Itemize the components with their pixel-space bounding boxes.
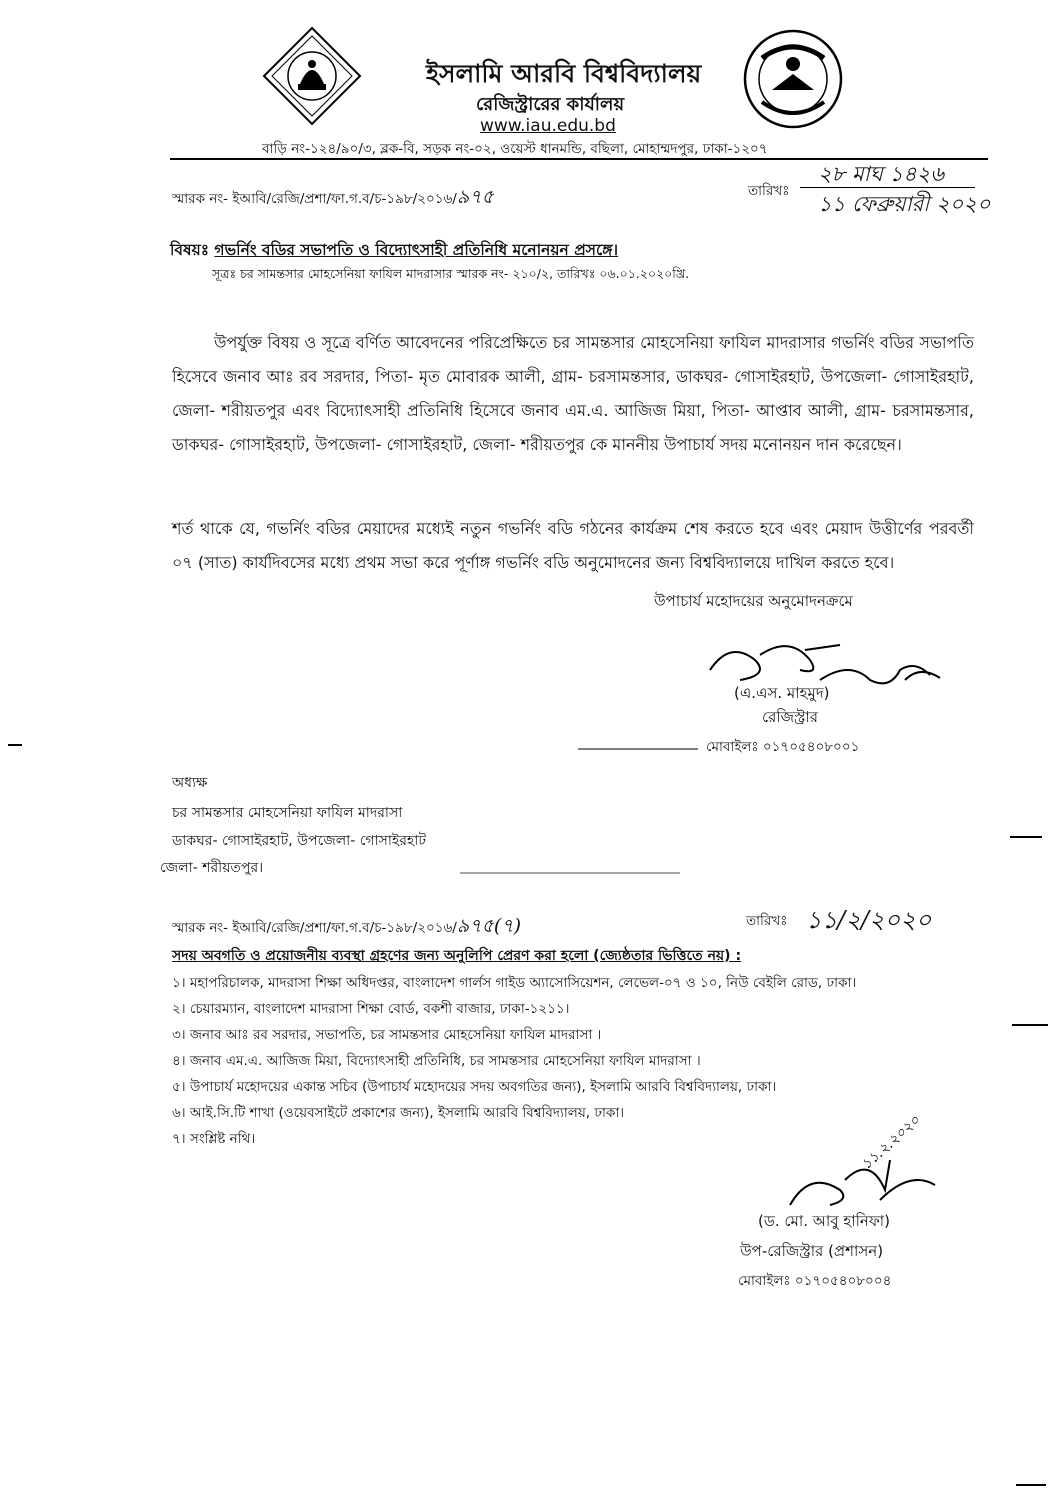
copy-heading: সদয় অবগতি ও প্রয়োজনীয় ব্যবস্থা গ্রহণের জন্য অনুলিপি প্রেরণ করা হলো (জ্যেষ্ঠতার ভিত্তিতে নয়) :	[172, 948, 742, 964]
recipient-line-2: ডাকঘর- গোসাইরহাট, উপজেলা- গোসাইরহাট	[172, 833, 426, 849]
list-item: ২। চেয়ারম্যান, বাংলাদেশ মাদরাসা শিক্ষা বোর্ড, বকশী বাজার, ঢাকা-১২১১।	[172, 1001, 570, 1017]
list-item: ১। মহাপরিচালক, মাদরাসা শিক্ষা অধিদপ্তর, বাংলাদেশ গার্লস গাইড অ্যাসোসিয়েশন, লেভেল-০৭ ও ১০, নিউ বেইলি রোড, ঢাকা।	[172, 975, 857, 991]
memo-ref-label: স্মারক নং- ইআবি/রেজি/প্রশা/ফা.গ.ব/চ-১৯৮/২০১৬/	[172, 191, 457, 207]
sign-date: ১১.২.২০২০	[858, 1112, 924, 1174]
list-item: ৫। উপাচার্য মহোদয়ের একান্ত সচিব (উপাচার্য মহোদয়ের সদয় অবগতির জন্য), ইসলামি আরবি বিশ্ববিদ্যালয়, ঢাকা।	[172, 1079, 777, 1095]
recipient-title: অধ্যক্ষ	[172, 775, 208, 791]
memo2-ref-number: ৯৭৫(৭)	[456, 915, 522, 937]
subject-reference: সূত্রঃ চর সামন্তসার মোহসেনিয়া ফাযিল মাদরাসার স্মারক নং- ২১০/২, তারিখঃ ০৬.০১.২০২০খ্রি.	[212, 266, 690, 281]
memo-date-bangla: ২৮ মাঘ ১৪২৬	[818, 162, 944, 186]
body-paragraph-1: উপর্যুক্ত বিষয় ও সূত্রে বর্ণিত আবেদনের পরিপ্রেক্ষিতে চর সামন্তসার মোহসেনিয়া ফাযিল মাদরাসার গভর্নিং বডির সভাপতি হিসেবে জনাব আঃ রব সরদার, পিতা- মৃত মোবারক আলী, গ্রাম- চরসামন্তসার, ডাকঘর- গোসাইরহাট, উপজেলা- গোসাইরহাট, জেলা- শরীয়তপুর এবং বিদ্যোৎসাহী প্রতিনিধি হিসেবে জনাব এম.এ. আজিজ মিয়া, পিতা- আপ্তাব আলী, গ্রাম- চরসামন্তসার, ডাকঘর- গোসাইরহাট, উপজেলা- গোসাইরহাট, জেলা- শরীয়তপুর কে মাননীয় উপাচার্য সদয় মনোনয়ন দান করেছেন।	[172, 333, 974, 454]
deputy-registrar-designation: উপ-রেজিস্ট্রার (প্রশাসন)	[740, 1242, 884, 1260]
scan-mark-bottom	[1016, 1484, 1046, 1486]
memo-date-label: তারিখঃ	[748, 183, 790, 199]
recipient-line-3: জেলা- শরীয়তপুর।	[160, 860, 264, 876]
list-item: ৭। সংশ্লিষ্ট নথি।	[172, 1131, 256, 1147]
scan-mark	[578, 748, 698, 750]
address-line: বাড়ি নং-১২৪/৯০/৩, ব্লক-বি, সড়ক নং-০২, ওয়েস্ট ধানমন্ডি, বছিলা, মোহাম্মদপুর, ঢাকা-১২০৭	[262, 141, 768, 157]
website-link[interactable]: www.iau.edu.bd	[480, 116, 616, 136]
memo2-ref	[172, 912, 521, 944]
scan-mark-left	[8, 744, 22, 746]
subject-text: গভর্নিং বডির সভাপতি ও বিদ্যোৎসাহী প্রতিনিধি মনোনয়ন প্রসঙ্গে।	[214, 241, 619, 259]
registrar-designation: রেজিস্ট্রার	[762, 708, 819, 726]
university-logo	[262, 26, 362, 126]
scan-mark-right	[1010, 836, 1042, 838]
office-name: রেজিস্ট্রারের কার্যালয়	[476, 94, 625, 115]
list-item: ৬। আই.সি.টি শাখা (ওয়েবসাইটে প্রকাশের জন্য), ইসলামি আরবি বিশ্ববিদ্যালয়, ঢাকা।	[172, 1105, 625, 1121]
memo2-ref-label: স্মারক নং- ইআবি/রেজি/প্রশা/ফা.গ.ব/চ-১৯৮/২০১৬/	[172, 920, 457, 936]
deputy-registrar-mobile: মোবাইলঃ ০১৭০৫৪০৮০০৪	[738, 1273, 892, 1289]
body-paragraph-2: শর্ত থাকে যে, গভর্নিং বডির মেয়াদের মধ্যেই নতুন গভর্নিং বডি গঠনের কার্যক্রম শেষ করতে হবে এবং মেয়াদ উত্তীর্ণের পরবর্তী ০৭ (সাত) কার্যদিবসের মধ্যে প্রথম সভা করে পূর্ণাঙ্গ গভর্নিং বডি অনুমোদনের জন্য বিশ্ববিদ্যালয়ে দাখিল করতে হবে।	[172, 519, 974, 572]
memo-date-english: ১১ ফেব্রুয়ারী ২০২০	[818, 192, 991, 216]
mujib-borsho-seal	[742, 28, 844, 130]
registrar-mobile: মোবাইলঃ ০১৭০৫৪০৮০০১	[706, 739, 860, 755]
memo2-date-label: তারিখঃ	[746, 913, 788, 929]
university-name: ইসলামি আরবি বিশ্ববিদ্যালয়	[426, 59, 702, 88]
scan-mark-3	[1012, 1024, 1048, 1026]
memo2-date: ১১/২/২০২০	[806, 906, 932, 934]
scan-mark-2	[460, 872, 680, 874]
approval-line: উপাচার্য মহোদয়ের অনুমোদনক্রমে	[654, 592, 853, 610]
subject-line	[170, 238, 618, 264]
registrar-name: (এ.এস. মাহমুদ)	[734, 684, 830, 702]
list-item: ৪। জনাব এম.এ. আজিজ মিয়া, বিদ্যোৎসাহী প্রতিনিধি, চর সামন্তসার মোহসেনিয়া ফাযিল মাদরাসা ।	[172, 1053, 701, 1069]
recipient-line-1: চর সামন্তসার মোহসেনিয়া ফাযিল মাদরাসা	[172, 805, 403, 821]
copy-list	[172, 972, 856, 1154]
memo-ref-number: ৯৭৫	[456, 186, 494, 208]
list-item: ৩। জনাব আঃ রব সরদার, সভাপতি, চর সামন্তসার মোহসেনিয়া ফাযিল মাদরাসা ।	[172, 1027, 602, 1043]
subject-label: বিষয়ঃ	[170, 241, 210, 259]
memo-ref	[172, 183, 494, 215]
deputy-registrar-name: (ড. মো. আবু হানিফা)	[758, 1212, 890, 1230]
